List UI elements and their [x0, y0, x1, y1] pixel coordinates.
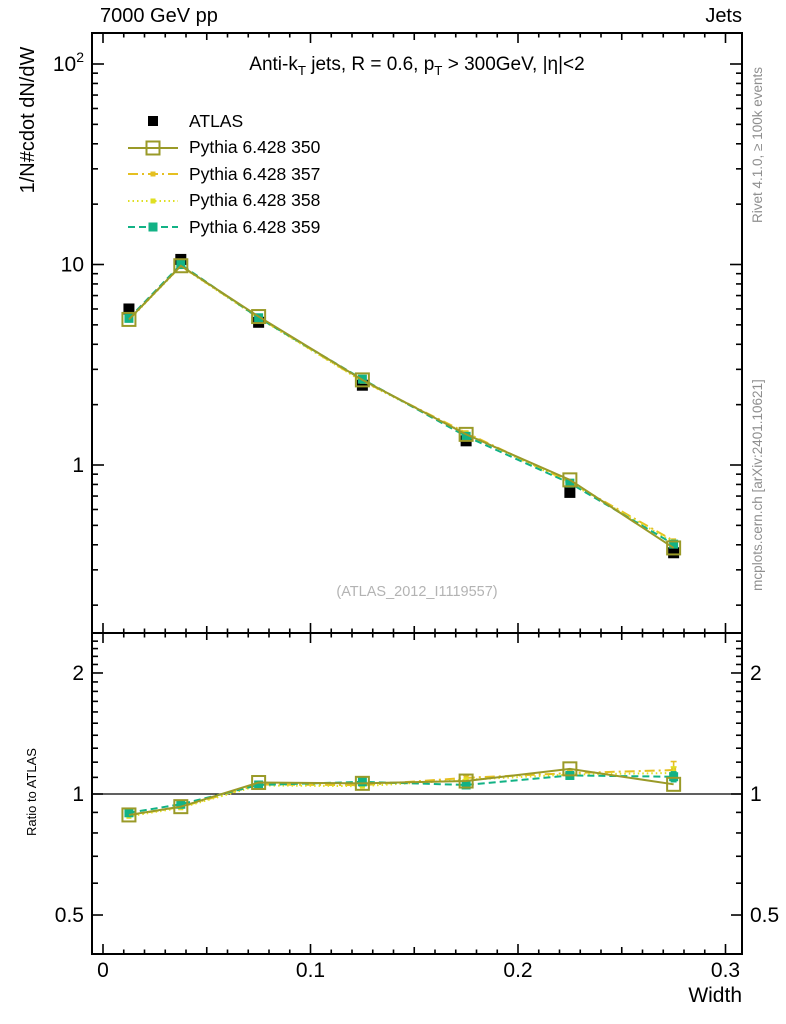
series-pythia-6.428-350-ratio: [122, 762, 680, 821]
ratio-y-tick-label: 0.5: [54, 904, 84, 928]
series-pythia-6.428-357-ratio: [126, 762, 676, 818]
axis-ticks: [92, 33, 742, 954]
mcplots-citation-note: mcplots.cern.ch [arXiv:2401.10621]: [749, 379, 765, 591]
ratio-y-axis-title: Ratio to ATLAS: [23, 748, 39, 836]
x-tick-label: 0.1: [295, 959, 326, 982]
series-pythia-6.428-358-main: [126, 264, 676, 545]
rivet-version-note: Rivet 4.1.0, ≥ 100k events: [749, 67, 765, 223]
series-atlas-main: [123, 254, 679, 558]
x-axis-title: Width: [688, 984, 742, 1007]
legend-label: Pythia 6.428 358: [189, 190, 321, 211]
beam-energy-label: 7000 GeV pp: [100, 5, 218, 27]
main-y-tick-label: 1: [72, 454, 84, 477]
series-pythia-6.428-358-ratio: [126, 767, 676, 819]
plot-frames: [92, 33, 742, 954]
x-tick-label: 0.2: [503, 959, 533, 982]
main-y-tick-label: $10^2$: [52, 49, 84, 76]
process-label: Jets: [705, 5, 742, 27]
plot-title: Anti-$k_T$ jets, R = 0.6, $p_T > 300GeV$, |η|<2: [249, 54, 585, 78]
legend-label: Pythia 6.428 357: [189, 163, 321, 184]
series-pythia-6.428-357-main: [126, 263, 676, 543]
legend-label: ATLAS: [189, 110, 244, 131]
legend-label: Pythia 6.428 359: [189, 216, 321, 237]
ratio-y-tick-label-right: 1: [750, 783, 762, 806]
series-pythia-6.428-359-main: [124, 260, 678, 549]
ratio-y-tick-label: 2: [72, 661, 84, 685]
main-y-axis-title: 1/N#cdot dN/dW: [16, 46, 39, 194]
x-tick-label: 0.3: [710, 959, 741, 982]
main-y-tick-label: 10: [60, 253, 84, 277]
legend-label: Pythia 6.428 350: [189, 137, 321, 158]
ratio-y-tick-label-right: 0.5: [750, 904, 780, 928]
series-pythia-6.428-350-main: [122, 259, 680, 554]
axis-tick-labels: [53, 49, 779, 982]
ratio-y-tick-label: 1: [72, 783, 84, 806]
ratio-y-tick-label-right: 2: [750, 661, 762, 685]
x-tick-label: 0: [97, 959, 109, 982]
analysis-id-watermark: (ATLAS_2012_I1119557): [336, 584, 498, 600]
